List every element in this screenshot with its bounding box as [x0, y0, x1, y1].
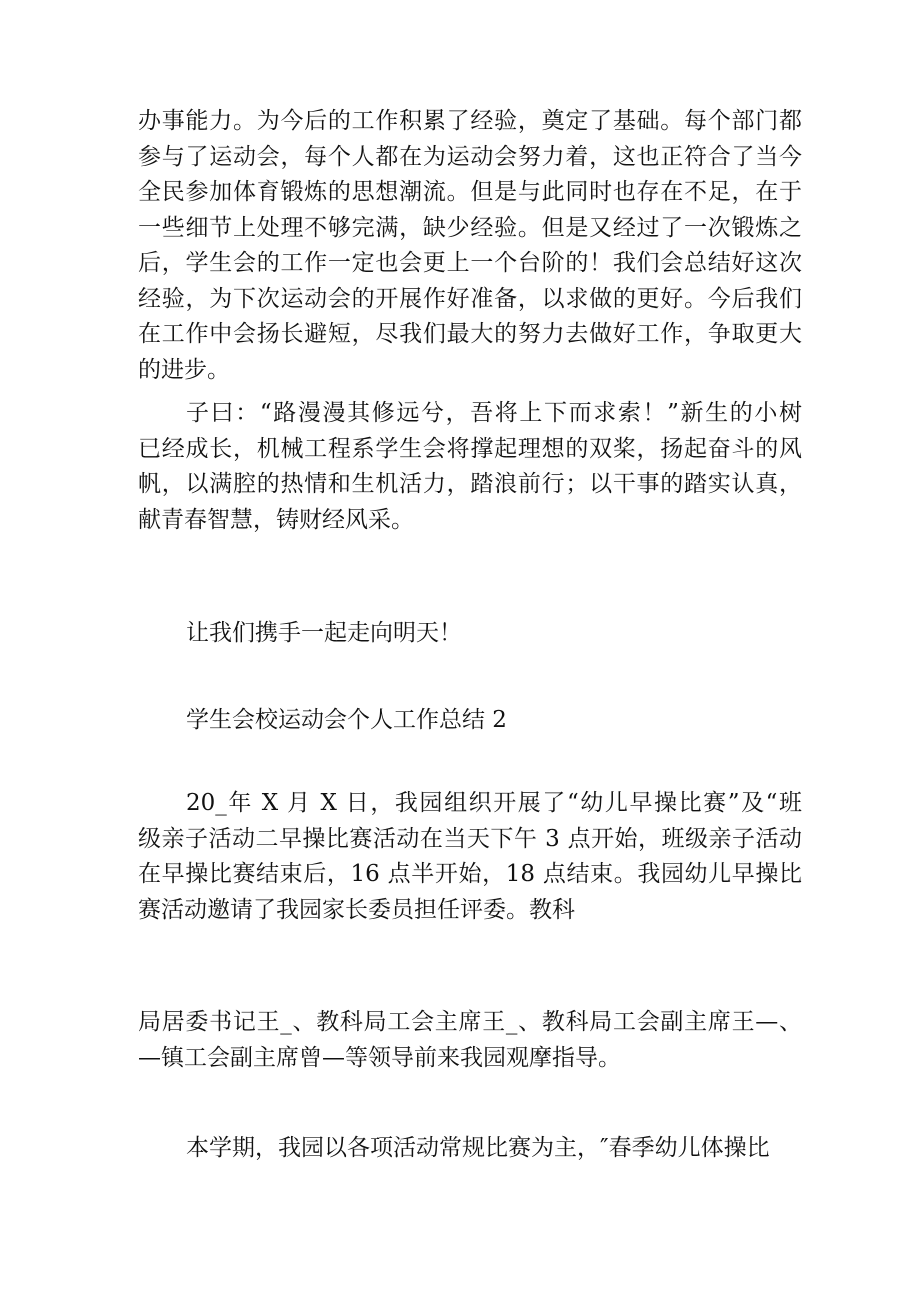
paragraph-3 [138, 616, 802, 652]
text-line: 赛活动邀请了我园家长委员担任评委。教科 [138, 896, 575, 923]
text-line: 20_年 X 月 X 日，我园组织开展了“幼儿早操比赛”及“班 [186, 790, 802, 816]
paragraph-2 [138, 396, 802, 538]
paragraph-5 [138, 786, 802, 928]
text-line: 后，学生会的工作一定也会更上一个台阶的！我们会总结好这次 [138, 250, 802, 276]
text-line: 在工作中会扬长避短，尽我们最大的努力去做好工作，争取更大 [138, 321, 802, 347]
text-line: 经验，为下次运动会的开展作好准备，以求做的更好。今后我们 [138, 285, 802, 312]
text-line: 办事能力。为今后的工作积累了经验，奠定了基础。每个部门都 [138, 108, 802, 134]
text-line: 的进步。 [138, 356, 230, 383]
text-line: 帆，以满腔的热情和生机活力，踏浪前行；以干事的踏实认真， [138, 471, 802, 497]
paragraph-7 [138, 1131, 802, 1167]
text-line: 已经成长，机械工程系学生会将撑起理想的双桨，扬起奋斗的风 [138, 435, 802, 462]
text-line: 参与了运动会，每个人都在为运动会努力着，这也正符合了当今 [138, 143, 802, 170]
text-line: 一些细节上处理不够完满，缺少经验。但是又经过了一次锻炼之 [138, 214, 802, 241]
text-line: 献青春智慧，铸财经风采。 [138, 506, 414, 533]
text-line: —镇工会副主席曾—等领导前来我园观摩指导。 [138, 1044, 621, 1071]
text-line: 本学期，我园以各项活动常规比赛为主，″春季幼儿体操比 [186, 1135, 770, 1161]
text-line: 全民参加体育锻炼的思想潮流。但是与此同时也存在不足，在于 [138, 179, 802, 205]
section-heading [138, 703, 802, 739]
text-line: 局居委书记王_、教科局工会主席王_、教科局工会副主席王—、 [138, 1009, 802, 1035]
text-line: 学生会校运动会个人工作总结 2 [186, 707, 507, 733]
text-line: 子曰：“路漫漫其修远兮，吾将上下而求索！”新生的小树 [186, 400, 802, 426]
text-line: 级亲子活动二早操比赛活动在当天下午 3 点开始，班级亲子活动 [138, 825, 802, 852]
text-line: 让我们携手一起走向明天！ [186, 620, 462, 646]
paragraph-6 [138, 1005, 802, 1076]
paragraph-1 [138, 104, 802, 388]
text-line: 在早操比赛结束后，16 点半开始，18 点结束。我园幼儿早操比 [138, 861, 802, 887]
